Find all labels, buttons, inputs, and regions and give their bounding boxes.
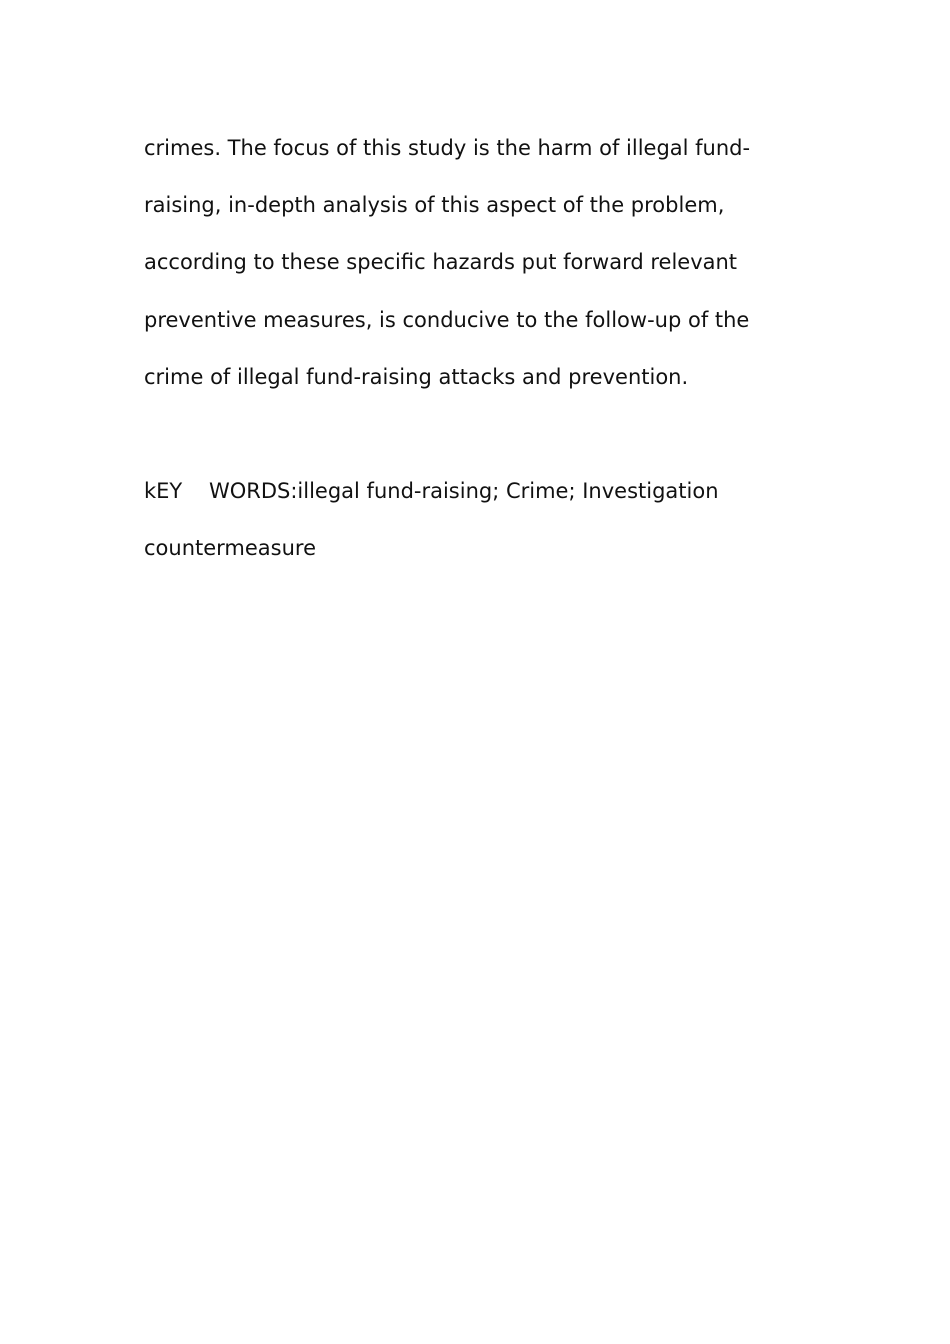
abstract-paragraph [144,120,824,406]
paragraph-spacer [144,406,824,463]
abstract-line: preventive measures, is conducive to the follow-up of the [144,307,750,332]
document-body [144,120,824,578]
abstract-line: crime of illegal fund-raising attacks and prevention. [144,364,689,389]
keywords-paragraph [144,463,824,577]
keywords-line: countermeasure [144,536,317,561]
abstract-line: according to these specific hazards put forward relevant [144,250,738,275]
abstract-line: crimes. The focus of this study is the harm of illegal fund- [144,136,751,160]
keywords-line: kEY WORDS:illegal fund-raising; Crime; Investigation [144,479,719,504]
abstract-line: raising, in-depth analysis of this aspect of the problem, [144,193,725,218]
